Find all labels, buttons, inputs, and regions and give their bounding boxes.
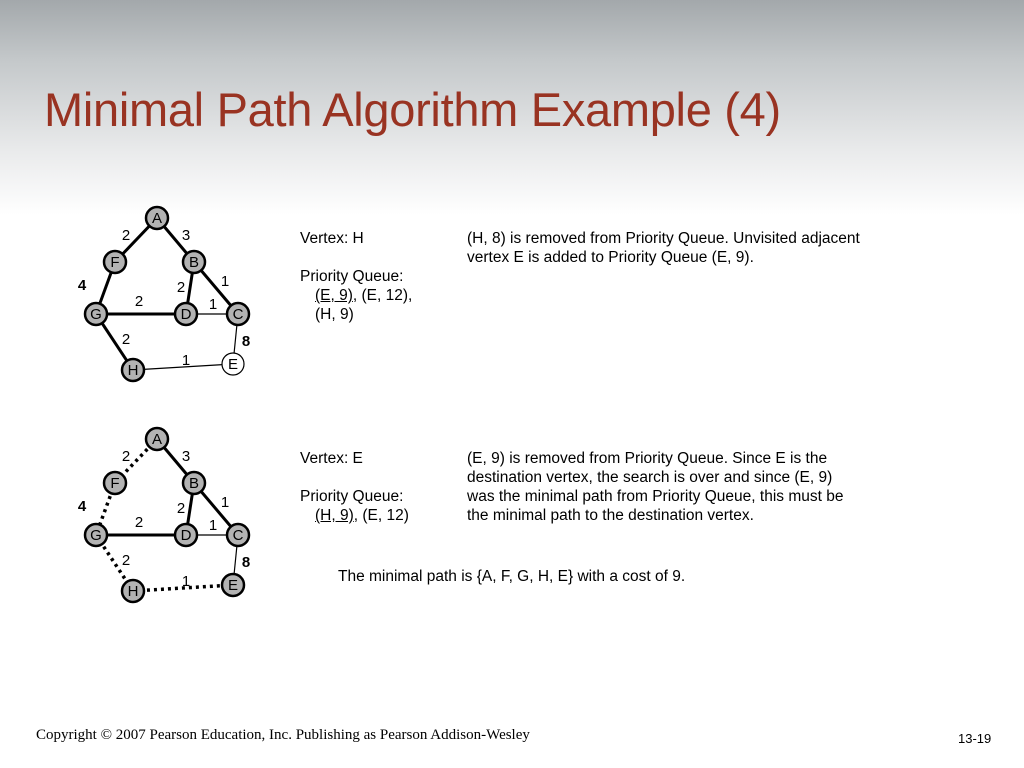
node-label-D: D — [180, 526, 192, 544]
edge-weight-G-D: 2 — [134, 513, 144, 531]
pq-label-1: Priority Queue: — [300, 268, 404, 285]
node-label-C: C — [232, 305, 244, 323]
edge-weight-H-E: 1 — [181, 572, 191, 590]
edge-weight-D-C: 1 — [208, 295, 218, 313]
vertex-label-1: Vertex: H — [300, 230, 364, 247]
edge-weight-B-D: 2 — [176, 278, 186, 296]
explanation-1-line-2: vertex E is added to Priority Queue (E, 9). — [467, 249, 754, 266]
slide-title: Minimal Path Algorithm Example (4) — [44, 83, 781, 136]
edge-weight-G-D: 2 — [134, 292, 144, 310]
vertex-label-2: Vertex: E — [300, 450, 363, 467]
node-label-C: C — [232, 526, 244, 544]
pq-removed-1: (E, 9) — [315, 287, 353, 304]
pq-label-2: Priority Queue: — [300, 488, 404, 505]
explanation-2-line-1: (E, 9) is removed from Priority Queue. Since E is the — [467, 450, 828, 467]
pq-removed-2: (H, 9) — [315, 507, 354, 524]
edge-weight-D-C: 1 — [208, 516, 218, 534]
edge-weight-A-F: 2 — [121, 447, 131, 465]
pq-line2-1: (H, 9) — [315, 306, 354, 323]
node-label-A: A — [151, 209, 163, 227]
edge-weight-C-E: 8 — [241, 332, 251, 350]
node-label-F: F — [110, 253, 120, 271]
node-label-H: H — [127, 582, 139, 600]
edge-weight-B-C: 1 — [220, 493, 230, 511]
node-label-D: D — [180, 305, 192, 323]
slide-number: 13-19 — [958, 731, 992, 746]
pq-line1-1 — [315, 286, 412, 305]
edge-weight-C-E: 8 — [241, 553, 251, 571]
graph-2 — [78, 428, 250, 602]
edge-weight-B-D: 2 — [176, 499, 186, 517]
explanation-2-line-3: was the minimal path from Priority Queue, this must be — [467, 488, 844, 505]
node-label-F: F — [110, 474, 120, 492]
node-label-H: H — [127, 361, 139, 379]
graph-1 — [78, 207, 250, 381]
edge-weight-H-E: 1 — [181, 351, 191, 369]
node-label-B: B — [188, 253, 200, 271]
edge-weight-F-G: 4 — [77, 276, 87, 294]
pq-rest-1: , (E, 12), — [352, 287, 413, 304]
pq-line1-2 — [315, 506, 409, 525]
node-label-E: E — [227, 355, 239, 373]
copyright-footer: Copyright © 2007 Pearson Education, Inc. Publishing as Pearson Addison-Wesley — [36, 727, 530, 743]
edge-weight-F-G: 4 — [77, 497, 87, 515]
explanation-2-line-2: destination vertex, the search is over and since (E, 9) — [467, 469, 833, 486]
explanation-2-line-4: the minimal path to the destination vertex. — [467, 507, 754, 524]
edge-weight-A-B: 3 — [181, 447, 191, 465]
edge-weight-G-H: 2 — [121, 551, 131, 569]
node-label-G: G — [90, 526, 102, 544]
explanation-1-line-1: (H, 8) is removed from Priority Queue. Unvisited adjacent — [467, 230, 860, 247]
pq-rest-2: , (E, 12) — [353, 507, 409, 524]
edge-weight-A-F: 2 — [121, 226, 131, 244]
node-label-A: A — [151, 430, 163, 448]
node-label-G: G — [90, 305, 102, 323]
node-label-B: B — [188, 474, 200, 492]
edge-weight-B-C: 1 — [220, 272, 230, 290]
edge-weight-G-H: 2 — [121, 330, 131, 348]
edge-weight-A-B: 3 — [181, 226, 191, 244]
conclusion-text: The minimal path is {A, F, G, H, E} with a cost of 9. — [338, 568, 686, 585]
node-label-E: E — [227, 576, 239, 594]
